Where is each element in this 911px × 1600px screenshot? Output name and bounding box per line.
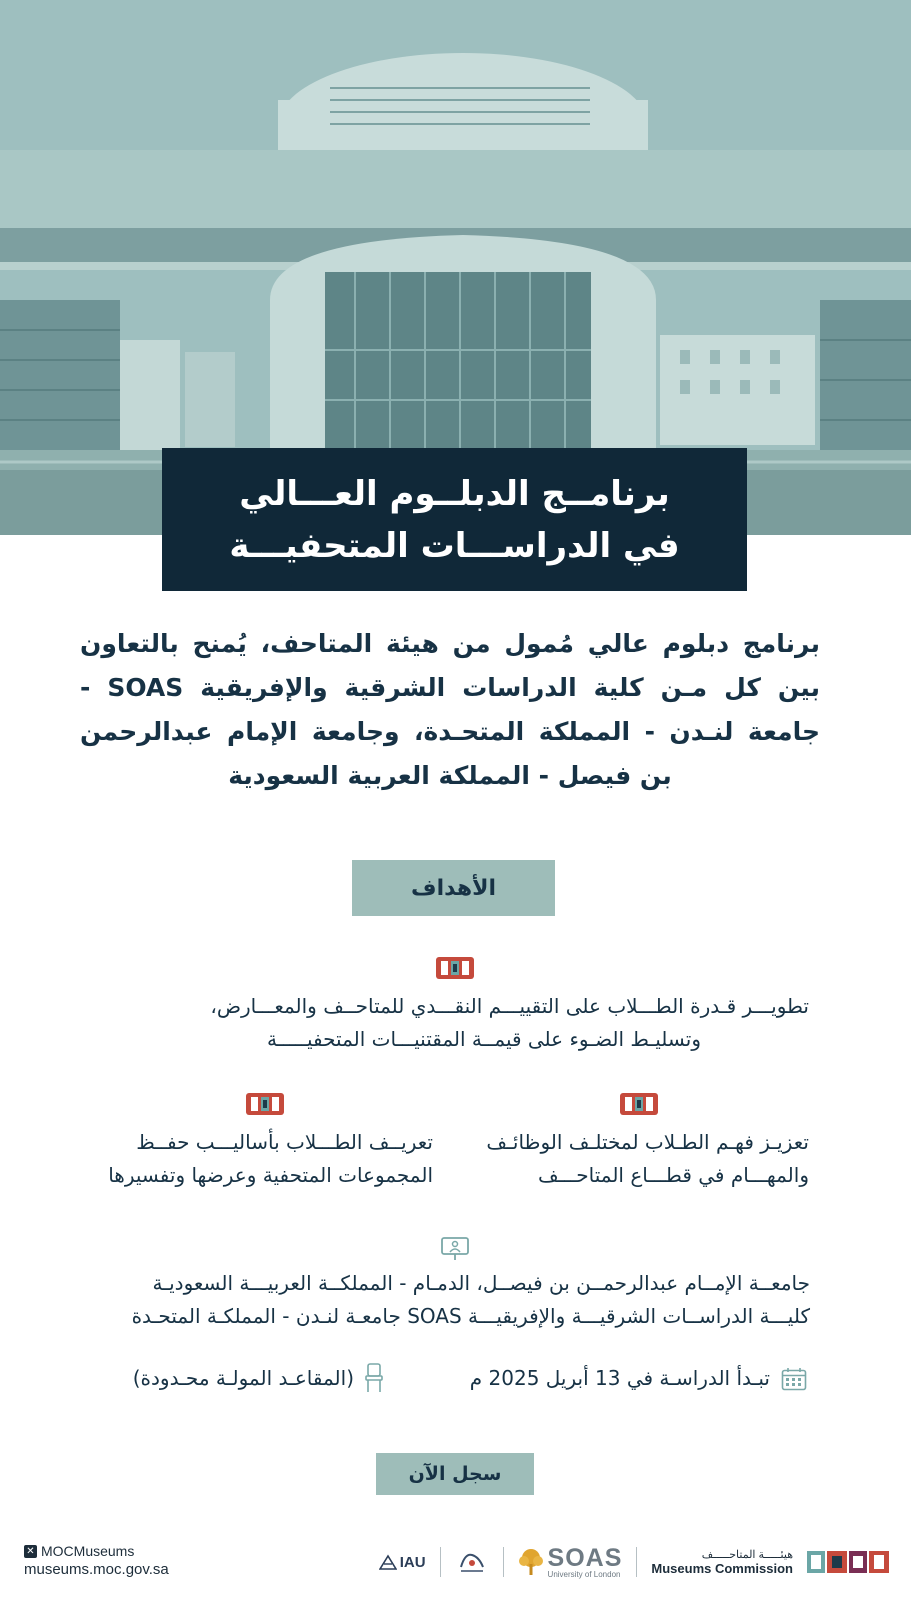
goal-item-2-line2: والمهـــام في قطـــاع المتاحـــف	[537, 1163, 809, 1187]
partner-universities	[100, 1267, 810, 1333]
museums-commission-wordmark	[651, 1548, 793, 1576]
logo-divider	[440, 1547, 441, 1577]
goal-chip-icon	[436, 957, 474, 979]
logo-divider	[503, 1547, 504, 1577]
program-description: برنامج دبلوم عالي مُمول من هيئة المتاحف، يُمنح بالتعاون بين كل مـن كلية الدراسات الشرقية والإفريقية SOAS - جامعة لنـدن - المملكة المتحـدة، وجامعة الإمام عبدالرحمن بن فيصل - المملكة العربية السعودية	[80, 629, 820, 790]
goal-item-3-line1: تعريــف الطـــلاب بأساليـــب حفــظ	[136, 1130, 433, 1154]
chair-icon	[364, 1363, 384, 1397]
soas-logo-text: SOAS	[547, 1543, 623, 1572]
soas-logo-subtitle: University of London	[547, 1569, 621, 1579]
goal-item-3-line2: المجموعات المتحفية وعرضها وتفسيرها	[108, 1163, 433, 1187]
partner-line2: كليـــة الدراســات الشرقيـــة والإفريقيـــة SOAS جامعـة لنـدن - المملكـة المتحـدة	[131, 1304, 810, 1328]
goal-item-1-line1: تطويـــر قـدرة الطـــلاب على التقييـــم النقـــدي للمتاحــف والمعـــارض،	[210, 994, 809, 1018]
social-handle[interactable]	[24, 1543, 169, 1559]
iau-logo	[379, 1554, 426, 1571]
partner-line1: جامعــة الإمــام عبدالرحمــن بن فيصــل، الدمـام - المملكــة العربيـــة السعوديـة	[152, 1271, 810, 1295]
calendar-icon	[781, 1367, 807, 1395]
goal-item-2	[478, 1126, 809, 1192]
iau-emblem-icon	[379, 1554, 397, 1570]
partner-logos	[379, 1540, 889, 1584]
imam-university-logo-icon	[455, 1547, 489, 1577]
moc-arabic-name: هيئـــــة المتاحـــــف	[701, 1549, 793, 1561]
soas-logo	[518, 1543, 623, 1579]
goal-chip-icon	[246, 1093, 284, 1115]
x-logo-icon: ✕	[24, 1545, 37, 1558]
presentation-board-icon	[440, 1235, 470, 1261]
museums-commission-logo-icon	[807, 1548, 889, 1576]
limited-seats-note: (المقاعـد المولـة محـدودة)	[132, 1366, 354, 1390]
goals-heading: الأهداف	[352, 860, 555, 916]
goal-chip-icon	[620, 1093, 658, 1115]
website-link[interactable]: museums.moc.gov.sa	[24, 1561, 169, 1578]
logo-divider	[636, 1547, 637, 1577]
social-handle-text: MOCMuseums	[41, 1543, 135, 1559]
goal-item-1	[101, 990, 809, 1056]
goal-item-2-line1: تعزيـز فهـم الطـلاب لمختلـف الوظائـف	[486, 1130, 809, 1154]
study-start-date: تبـدأ الدراسـة في 13 أبريل 2025 م	[469, 1366, 770, 1390]
goal-item-1-line2: وتسليـط الضـوء على قيمــة المقتنيـــات المتحفيـــــة	[266, 1027, 701, 1051]
iau-logo-text: IAU	[399, 1553, 426, 1571]
program-title-line2: في الدراســـات المتحفيـــة	[229, 525, 680, 566]
program-title-banner	[162, 448, 747, 591]
soas-tree-icon	[518, 1548, 544, 1576]
register-now-button[interactable]: سجل الآن	[376, 1453, 534, 1495]
goal-item-3	[98, 1126, 433, 1192]
program-title-line1: برنامــج الدبلــوم العـــالي	[239, 473, 670, 514]
footer-contact	[24, 1543, 169, 1578]
moc-english-name: Museums Commission	[651, 1561, 793, 1576]
